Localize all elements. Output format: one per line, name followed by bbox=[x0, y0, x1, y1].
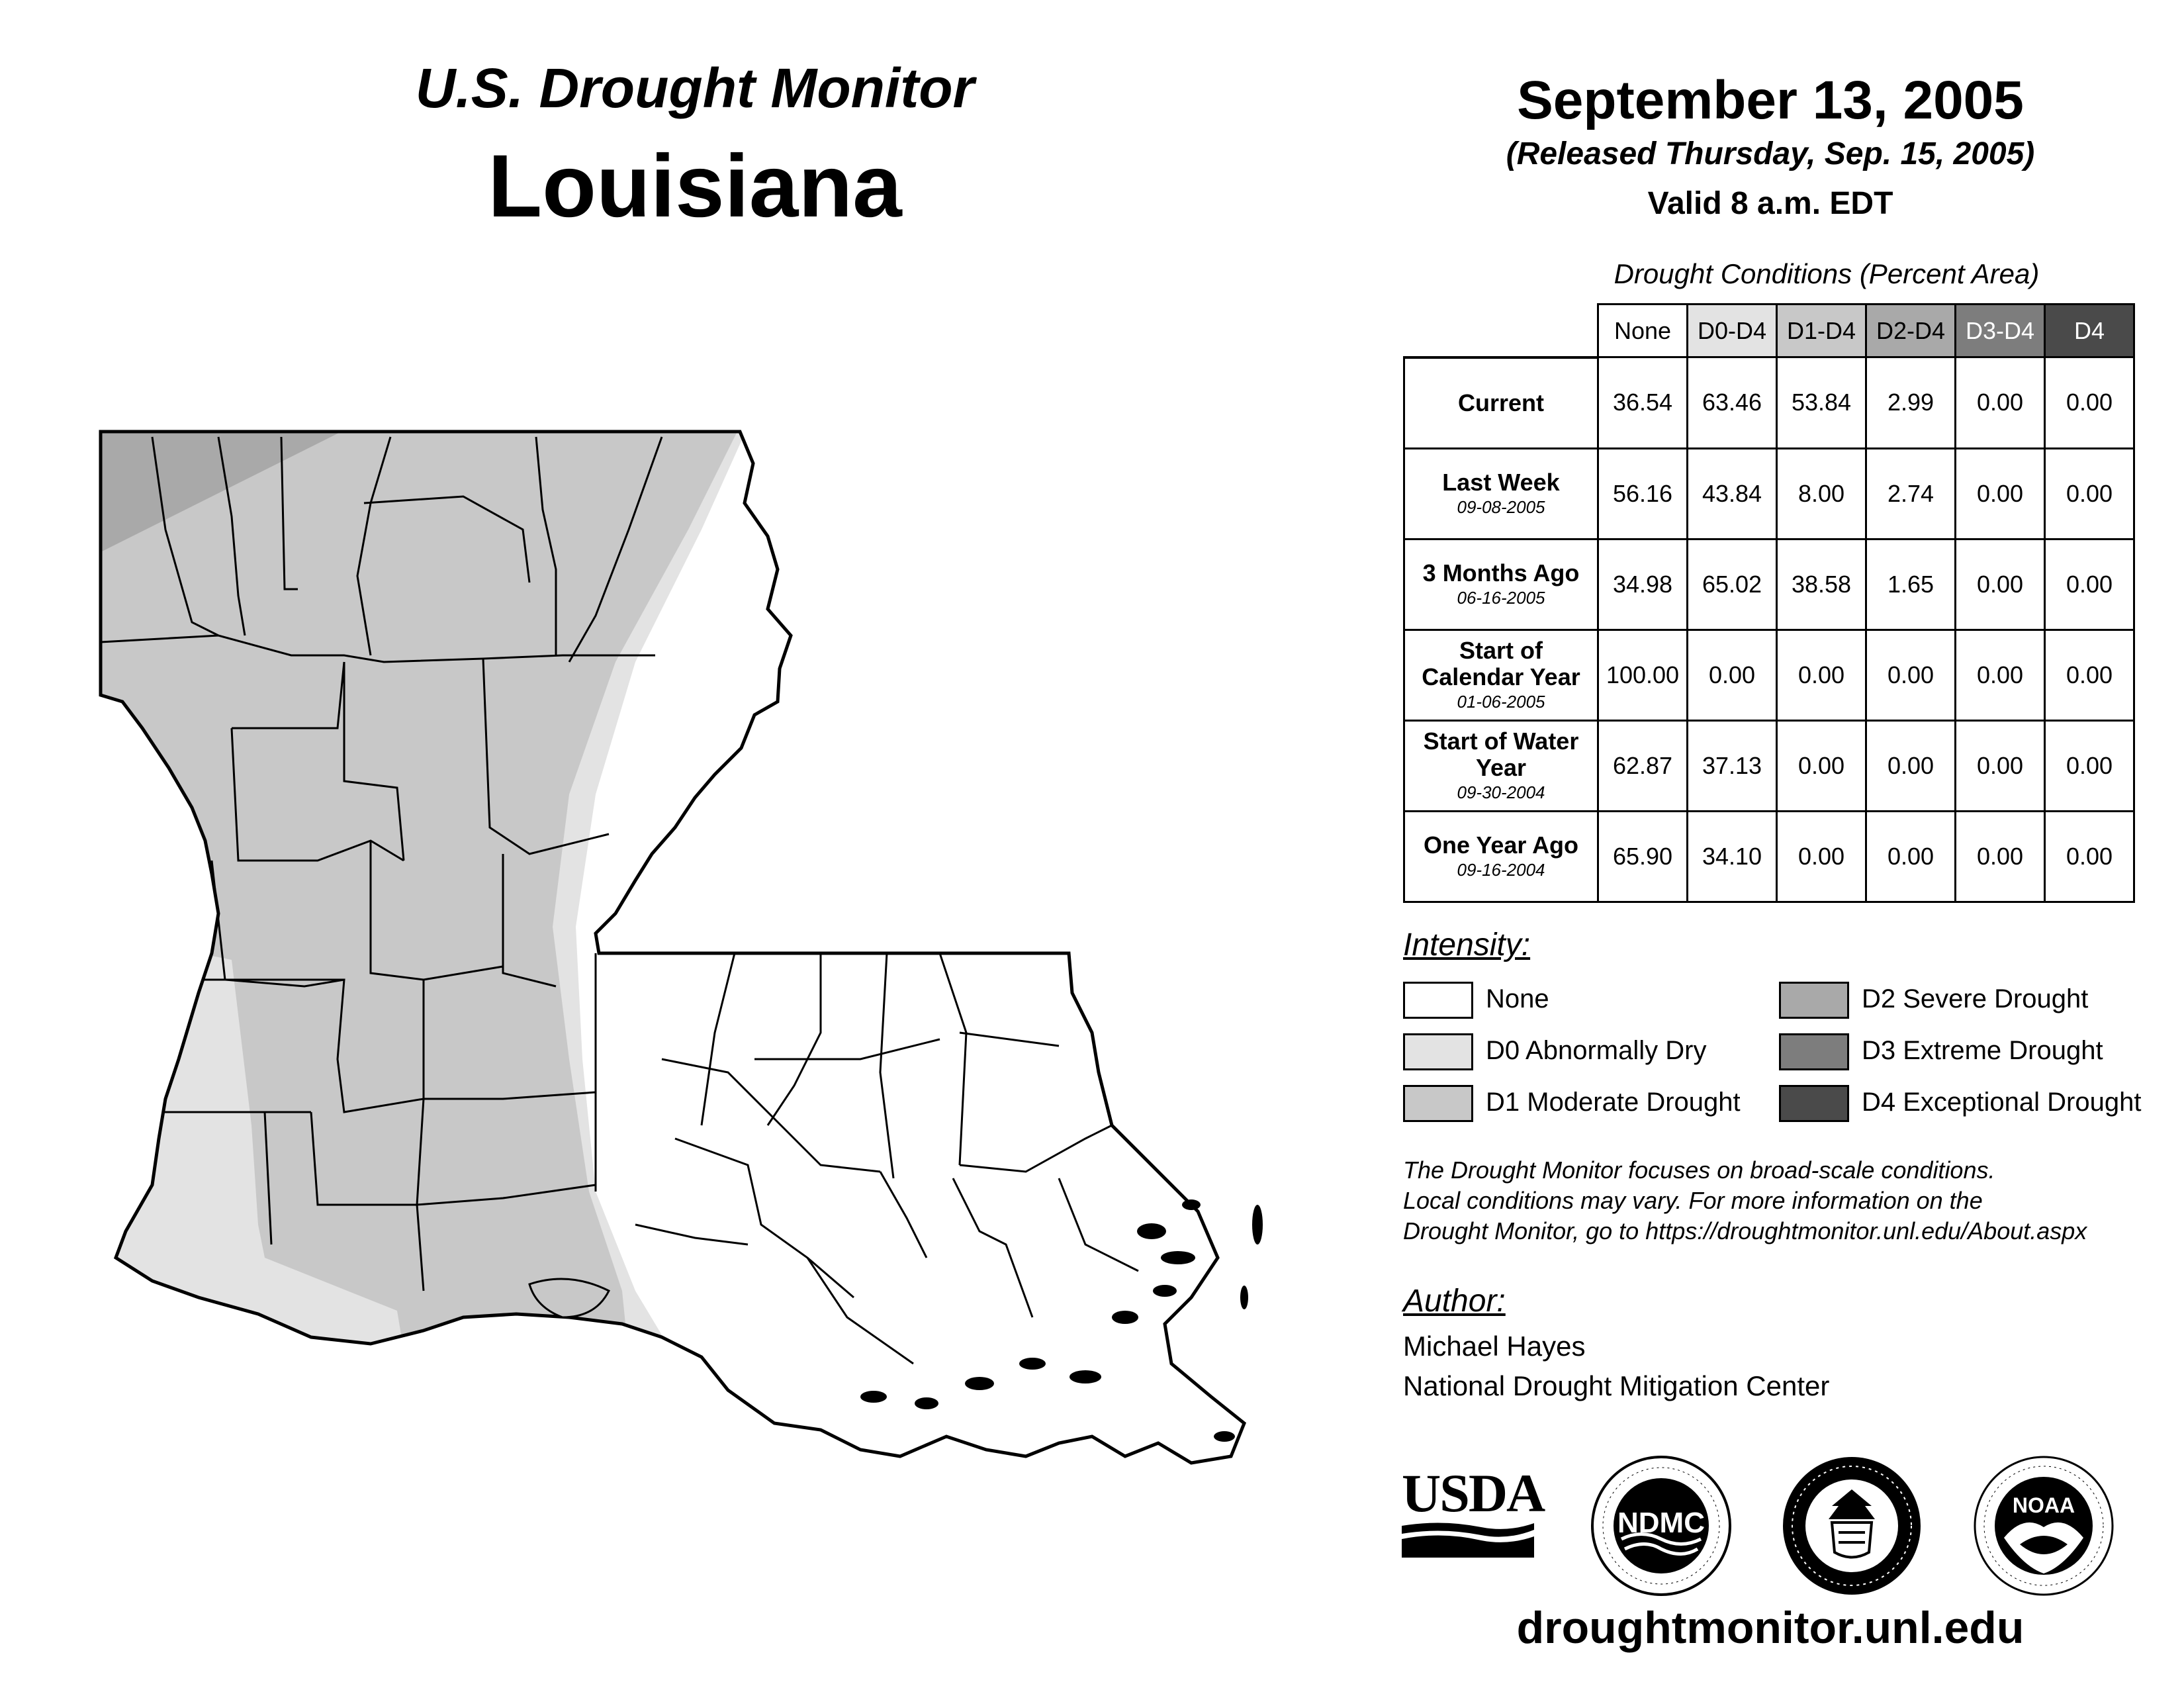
legend-swatch bbox=[1403, 982, 1473, 1019]
table-header-row bbox=[1404, 305, 2134, 357]
author-organization: National Drought Mitigation Center bbox=[1403, 1370, 1830, 1401]
legend-swatch bbox=[1779, 1085, 1849, 1122]
table-cell: 0.00 bbox=[2045, 811, 2134, 902]
legend-label: D2 Severe Drought bbox=[1862, 984, 2089, 1013]
table-cell: 0.00 bbox=[1866, 630, 1956, 720]
table-cell: 2.74 bbox=[1866, 448, 1956, 539]
legend-label: None bbox=[1486, 984, 1549, 1013]
table-cell: 0.00 bbox=[1956, 448, 2045, 539]
table-cell: 0.00 bbox=[1956, 811, 2045, 902]
table-cell: 62.87 bbox=[1598, 720, 1688, 811]
row-label: Current bbox=[1404, 357, 1598, 449]
table-cell: 0.00 bbox=[1777, 630, 1866, 720]
table-row bbox=[1404, 357, 2134, 449]
table-cell: 0.00 bbox=[2045, 357, 2134, 449]
legend-label: D3 Extreme Drought bbox=[1862, 1036, 2103, 1065]
table-row bbox=[1404, 630, 2134, 720]
table-cell: 0.00 bbox=[1956, 630, 2045, 720]
row-date: 09-30-2004 bbox=[1457, 782, 1545, 802]
legend-label: D4 Exceptional Drought bbox=[1862, 1088, 2142, 1117]
row-date: 09-08-2005 bbox=[1457, 496, 1545, 517]
row-label: Start of Water Year 09-30-2004 bbox=[1404, 720, 1598, 811]
page-title: Louisiana bbox=[488, 137, 902, 236]
legend-swatch bbox=[1403, 1033, 1473, 1070]
map-date: September 13, 2005 bbox=[1517, 70, 2024, 130]
author-name: Michael Hayes bbox=[1403, 1331, 1586, 1362]
table-cell: 0.00 bbox=[2045, 539, 2134, 630]
column-header: D4 bbox=[2045, 305, 2134, 357]
disclaimer-note bbox=[1403, 1155, 2177, 1246]
row-date: 06-16-2005 bbox=[1457, 587, 1545, 608]
table-cell: 36.54 bbox=[1598, 357, 1688, 449]
row-label: One Year Ago 09-16-2004 bbox=[1404, 811, 1598, 902]
row-label: Start of Calendar Year 01-06-2005 bbox=[1404, 630, 1598, 720]
ndmc-logo bbox=[1588, 1453, 1734, 1599]
valid-time: Valid 8 a.m. EDT bbox=[1647, 186, 1893, 221]
table-cell: 43.84 bbox=[1688, 448, 1777, 539]
column-header: D3-D4 bbox=[1956, 305, 2045, 357]
note-line: Local conditions may vary. For more information on the bbox=[1403, 1187, 1983, 1214]
table-row bbox=[1404, 448, 2134, 539]
note-line: Drought Monitor, go to https://droughtmonitor.unl.edu/About.aspx bbox=[1403, 1217, 2087, 1244]
table-caption: Drought Conditions (Percent Area) bbox=[1614, 258, 2040, 289]
table-cell: 65.02 bbox=[1688, 539, 1777, 630]
column-header: D1-D4 bbox=[1777, 305, 1866, 357]
row-date: 09-16-2004 bbox=[1457, 859, 1545, 880]
table-cell: 0.00 bbox=[2045, 720, 2134, 811]
table-cell: 0.00 bbox=[2045, 448, 2134, 539]
table-cell: 0.00 bbox=[1866, 720, 1956, 811]
column-header: None bbox=[1598, 305, 1688, 357]
legend-label: D1 Moderate Drought bbox=[1486, 1088, 1741, 1117]
table-cell: 53.84 bbox=[1777, 357, 1866, 449]
row-date: 01-06-2005 bbox=[1457, 691, 1545, 712]
table-cell: 0.00 bbox=[2045, 630, 2134, 720]
website-link[interactable]: droughtmonitor.unl.edu bbox=[1516, 1603, 2025, 1653]
table-cell: 0.00 bbox=[1777, 720, 1866, 811]
usda-logo-hills bbox=[1402, 1521, 1534, 1560]
table-cell: 8.00 bbox=[1777, 448, 1866, 539]
table-corner bbox=[1404, 305, 1598, 357]
table-cell: 37.13 bbox=[1688, 720, 1777, 811]
note-line: The Drought Monitor focuses on broad-scale conditions. bbox=[1403, 1156, 1995, 1184]
table-cell: 0.00 bbox=[1688, 630, 1777, 720]
row-label: Last Week 09-08-2005 bbox=[1404, 448, 1598, 539]
column-header: D2-D4 bbox=[1866, 305, 1956, 357]
table-cell: 1.65 bbox=[1866, 539, 1956, 630]
legend-swatch bbox=[1779, 982, 1849, 1019]
table-cell: 0.00 bbox=[1956, 539, 2045, 630]
drought-conditions-table bbox=[1403, 303, 2135, 903]
legend-swatch bbox=[1779, 1033, 1849, 1070]
table-cell: 56.16 bbox=[1598, 448, 1688, 539]
table-row bbox=[1404, 720, 2134, 811]
table-cell: 0.00 bbox=[1777, 811, 1866, 902]
table-cell: 0.00 bbox=[1956, 357, 2045, 449]
noaa-logo-text: NOAA bbox=[2012, 1493, 2075, 1517]
map-subtitle: U.S. Drought Monitor bbox=[415, 57, 975, 119]
release-date: (Released Thursday, Sep. 15, 2005) bbox=[1506, 136, 2035, 171]
usda-logo bbox=[1402, 1463, 1545, 1559]
table-cell: 34.98 bbox=[1598, 539, 1688, 630]
row-label: 3 Months Ago 06-16-2005 bbox=[1404, 539, 1598, 630]
table-cell: 0.00 bbox=[1956, 720, 2045, 811]
table-cell: 100.00 bbox=[1598, 630, 1688, 720]
table-cell: 38.58 bbox=[1777, 539, 1866, 630]
table-cell: 65.90 bbox=[1598, 811, 1688, 902]
usda-logo-text: USDA bbox=[1402, 1463, 1545, 1523]
legend-label: D0 Abnormally Dry bbox=[1486, 1036, 1707, 1065]
noaa-logo bbox=[1971, 1453, 2116, 1599]
table-row bbox=[1404, 539, 2134, 630]
table-cell: 34.10 bbox=[1688, 811, 1777, 902]
department-of-commerce-logo bbox=[1779, 1453, 1925, 1599]
ndmc-logo-text: NDMC bbox=[1617, 1507, 1705, 1539]
table-cell: 63.46 bbox=[1688, 357, 1777, 449]
table-row bbox=[1404, 811, 2134, 902]
legend-heading: Intensity: bbox=[1403, 927, 1531, 962]
legend-swatch bbox=[1403, 1085, 1473, 1122]
author-heading: Author: bbox=[1403, 1284, 1506, 1319]
column-header: D0-D4 bbox=[1688, 305, 1777, 357]
table-cell: 0.00 bbox=[1866, 811, 1956, 902]
table-cell: 2.99 bbox=[1866, 357, 1956, 449]
